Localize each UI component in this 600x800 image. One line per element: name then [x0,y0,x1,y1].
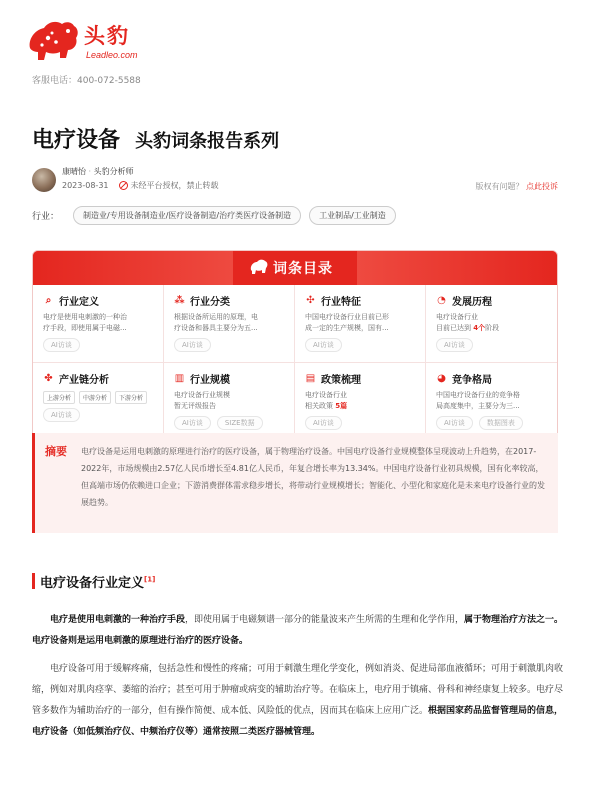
category-icon: ⁂ [174,295,185,306]
brand-name-cn: 头豹 [84,24,130,48]
chain-steps: 上游分析 中游分析 下游分析 [43,391,153,404]
dir-item-scale[interactable]: ▥ 行业规模 电疗设备行业规模 暂无评级报告 AI访谈 SIZE数据 [164,363,295,441]
publish-info [62,180,219,191]
ai-interview-pill[interactable]: AI访谈 [305,416,342,430]
dir-item-features[interactable]: ✣ 行业特征 中国电疗设备行业目前已形 成一定的生产规模，国有... AI访谈 [295,285,426,363]
directory-header [33,251,557,285]
author-name: 康晴怡 [62,167,86,176]
directory-card [32,250,558,442]
industry-tags [32,206,404,225]
brand-name-en: Leadleo.com [86,50,138,60]
copyright-notice: 未经平台授权，禁止转载 [130,181,219,190]
brand-logo[interactable] [26,18,156,68]
feature-icon: ✣ [306,295,315,306]
complaint-link[interactable]: 点此投诉 [526,182,558,191]
industry-tag[interactable]: 制造业/专用设备制造业/医疗设备制造/治疗类医疗设备制造 [73,206,301,225]
title-main: 电疗设备 [32,128,121,153]
data-chart-pill[interactable]: 数据图表 [479,416,523,430]
dir-item-chain[interactable]: ✤ 产业链分析 上游分析 中游分析 下游分析 AI访谈 [33,363,164,441]
leopard-icon [249,258,269,278]
leopard-logo-icon [26,18,80,66]
publish-date: 2023-08-31 [62,181,109,190]
ai-interview-pill[interactable]: AI访谈 [43,338,80,352]
paragraph-definition: 电疗是使用电刺激的一种治疗手段，即使用属于电磁频谱一部分的能量波来产生所需的生理和化学作用，属于物理治疗方法之一。电疗设备则是运用电刺激的原理进行治疗的医疗设备。 [32,615,564,646]
summary-text: 电疗设备是运用电刺激的原理进行治疗的医疗设备，属于物理治疗设备。中国电疗设备行业规模整体呈现波动上升趋势，在2017-2022年，市场规模由2.57亿人民币增长至4.81亿人民币，年复合增长率为13.34%。中国电疗设备行业初具规模，国有化率较高，但高端市场仍依赖进口企业；下游消费群体需求稳步增长，将带动行业规模增长；智能化、小型化和家庭化是未来电疗设备行业的发展趋势。 [81,447,545,507]
summary-box [32,433,558,533]
ai-interview-pill[interactable]: AI访谈 [174,338,211,352]
industry-tag[interactable]: 工业制品/工业制造 [309,206,396,225]
search-doc-icon: ⌕ [45,295,52,306]
author-avatar [32,168,56,192]
policy-icon: ▤ [305,373,316,384]
section-title: 电疗设备行业定义[1] [40,575,156,591]
summary-label: 摘要 [45,445,67,458]
ai-interview-pill[interactable]: AI访谈 [436,416,473,430]
size-data-pill[interactable]: SIZE数据 [217,416,263,430]
industry-label: 行业： [32,212,60,222]
ai-interview-pill[interactable]: AI访谈 [436,338,473,352]
dir-item-definition[interactable]: ⌕ 行业定义 电疗是使用电刺激的一种治 疗手段，即使用属于电磁... AI访谈 [33,285,164,363]
reference-mark[interactable]: [1] [144,575,156,584]
history-icon: ◔ [437,295,446,306]
author-role: 头豹分析师 [93,167,134,176]
directory-grid [33,285,557,441]
author-line: 康晴怡 · 头豹分析师 [62,167,134,176]
ai-interview-pill[interactable]: AI访谈 [43,408,80,422]
paragraph-usage: 电疗设备可用于缓解疼痛，包括急性和慢性的疼痛；可用于刺激生理化学变化，例如消炎、促进局部血液循环；可用于刺激肌肉收缩，例如对肌肉痉挛、萎缩的治疗；甚至可用于肿瘤或病变的辅助治疗等。在临床上，电疗用于镇痛、骨科和神经康复上较多。电疗尽管多数作为辅助治疗的一部分，但有操作简便、成本低、风险低的优点，因而其在临床上应用广泛。根据国家药品监督管理局的信息，电疗设备（如低频治疗仪、中频治疗仪等）通常按照二类医疗器械管理。 [32,664,564,737]
bar-chart-icon: ▥ [174,373,185,384]
dir-item-competition[interactable]: ◕ 竞争格局 中国电疗设备行业的竞争格 局高度集中，主要分为三... AI访谈 数据图表 [426,363,557,441]
customer-hotline: 客服电话：400-072-5588 [32,76,141,86]
dir-item-classification[interactable]: ⁂ 行业分类 根据设备所运用的原理，电 疗设备和器具主要分为五... AI访谈 [164,285,295,363]
ai-interview-pill[interactable]: AI访谈 [174,416,211,430]
ai-interview-pill[interactable]: AI访谈 [305,338,342,352]
pie-icon: ◕ [437,373,446,384]
section-accent-bar [32,573,35,589]
directory-title: 词条目录 [273,261,333,277]
dir-item-policy[interactable]: ▤ 政策梳理 电疗设备行业 相关政策 5篇 AI访谈 [295,363,426,441]
report-complaint: 版权有问题？ 点此投诉 [475,182,558,191]
forbidden-icon [119,181,128,190]
title-sub: 头豹词条报告系列 [135,131,280,152]
dir-item-history[interactable]: ◔ 发展历程 电疗设备行业 目前已达到 4个阶段 AI访谈 [426,285,557,363]
page-title [32,123,279,154]
chain-icon: ✤ [44,373,53,384]
